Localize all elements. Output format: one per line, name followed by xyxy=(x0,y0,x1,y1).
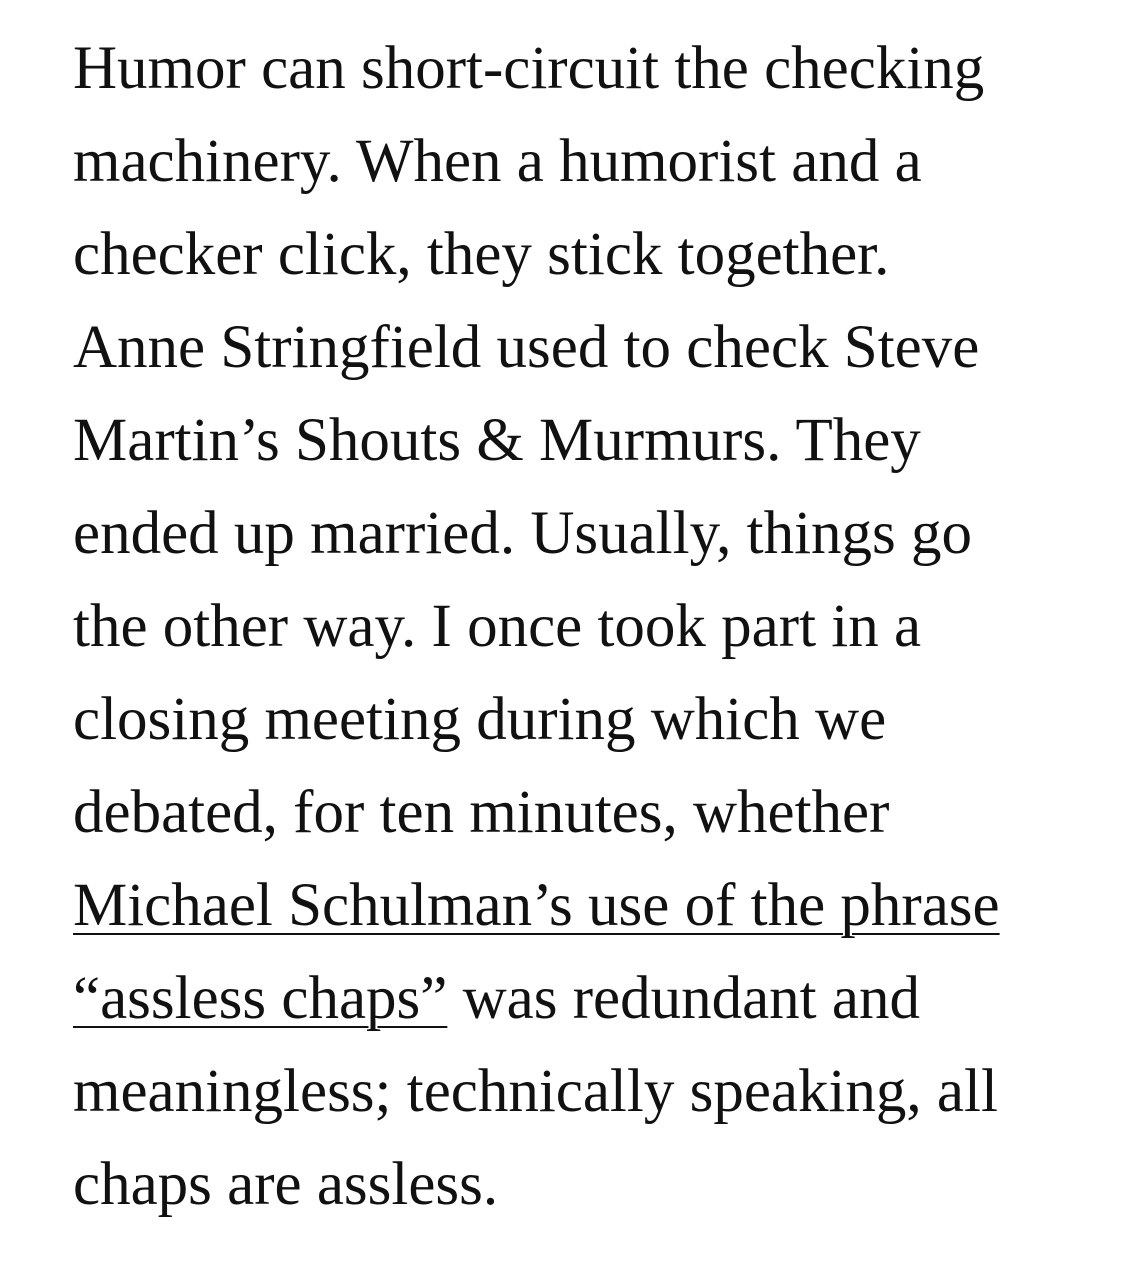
article-link-line-2[interactable]: “assless chaps” xyxy=(73,965,448,1032)
paragraph-line: closing meeting during which we xyxy=(73,686,887,753)
article-link-line-1[interactable]: Michael Schulman’s use of the phrase xyxy=(73,872,1000,939)
paragraph-line: Anne Stringfield used to check Steve xyxy=(73,314,980,381)
paragraph-line: Humor can short-circuit the checking xyxy=(73,35,985,102)
paragraph-line: ended up married. Usually, things go xyxy=(73,500,973,567)
paragraph-line: the other way. I once took part in a xyxy=(73,593,922,660)
paragraph-line: checker click, they stick together. xyxy=(73,221,890,288)
paragraph-line: chaps are assless. xyxy=(73,1151,499,1218)
article-paragraph xyxy=(73,22,1073,1231)
paragraph-line-link-start xyxy=(73,859,1073,952)
paragraph-text-after-link: was redundant and xyxy=(447,965,920,1032)
paragraph-line: Martin’s Shouts & Murmurs. They xyxy=(73,407,921,474)
paragraph-line: machinery. When a humorist and a xyxy=(73,128,922,195)
paragraph-line-link-end xyxy=(73,952,1073,1045)
paragraph-line: meaningless; technically speaking, all xyxy=(73,1058,998,1125)
paragraph-line: debated, for ten minutes, whether xyxy=(73,779,890,846)
